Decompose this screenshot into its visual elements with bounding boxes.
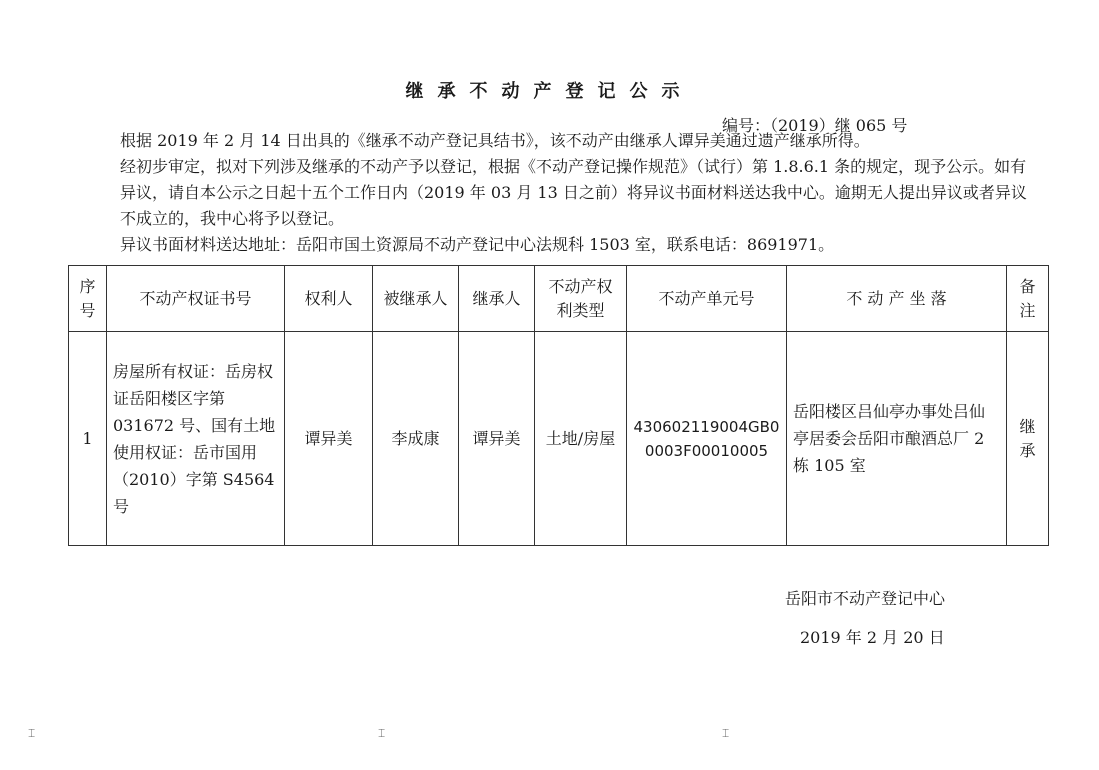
cell-remark: 继承: [1007, 332, 1049, 546]
cell-right-type: 土地/房屋: [535, 332, 627, 546]
page-title: 继承不动产登记公示: [405, 81, 694, 102]
document-number: 编号：（2019）继 065 号: [722, 116, 908, 135]
paragraph-inheritance-basis: [80, 128, 1030, 154]
paragraph-review-notice: [80, 154, 1030, 232]
scan-mark: ⌶: [28, 726, 36, 740]
scan-mark: ⌶: [378, 726, 386, 740]
table-header-row: [69, 266, 1049, 332]
header-location: 不 动 产 坐 落: [787, 266, 1007, 332]
property-table: [68, 265, 1049, 546]
paragraph-objection-address: [80, 232, 1030, 258]
cell-cert-no: 房屋所有权证：岳房权证岳阳楼区字第 031672 号、国有土地使用权证：岳市国用（2010）字第 S4564 号: [107, 332, 285, 546]
header-heir: 继承人: [459, 266, 535, 332]
cell-location: 岳阳楼区吕仙亭办事处吕仙亭居委会岳阳市酿酒总厂 2 栋 105 室: [787, 332, 1007, 546]
issuer-name: 岳阳市不动产登记中心: [785, 589, 946, 608]
issue-date: 2019 年 2 月 20 日: [800, 628, 945, 647]
header-decedent: 被继承人: [373, 266, 459, 332]
paragraph-text: 异议书面材料送达地址：岳阳市国土资源局不动产登记中心法规科 1503 室，联系电话：8691971。: [120, 235, 835, 254]
header-right-type: 不动产权利类型: [535, 266, 627, 332]
cell-heir: 谭异美: [459, 332, 535, 546]
cell-unit-no: 430602119004GB00003F00010005: [627, 332, 787, 546]
table-row: [69, 332, 1049, 546]
header-unit-no: 不动产单元号: [627, 266, 787, 332]
cell-seq: 1: [69, 332, 107, 546]
paragraph-text: 经初步审定，拟对下列涉及继承的不动产予以登记，根据《不动产登记操作规范》（试行）第 1.8.6.1 条的规定，现予公示。如有异议，请自本公示之日起十五个工作日内（2019 年 03 月 13 日之前）将异议书面材料送达我中心。逾期无人提出异议或者异议不成立的，我中心将予以登记。: [120, 157, 1027, 228]
cell-rights-holder: 谭异美: [285, 332, 373, 546]
header-remark: 备注: [1007, 266, 1049, 332]
header-rights-holder: 权利人: [285, 266, 373, 332]
paragraph-text: 根据 2019 年 2 月 14 日出具的《继承不动产登记具结书》，该不动产由继承人谭异美通过遗产继承所得。: [120, 131, 870, 150]
header-cert-no: 不动产权证书号: [107, 266, 285, 332]
scan-mark: ⌶: [722, 726, 730, 740]
cell-decedent: 李成康: [373, 332, 459, 546]
header-seq: 序号: [69, 266, 107, 332]
